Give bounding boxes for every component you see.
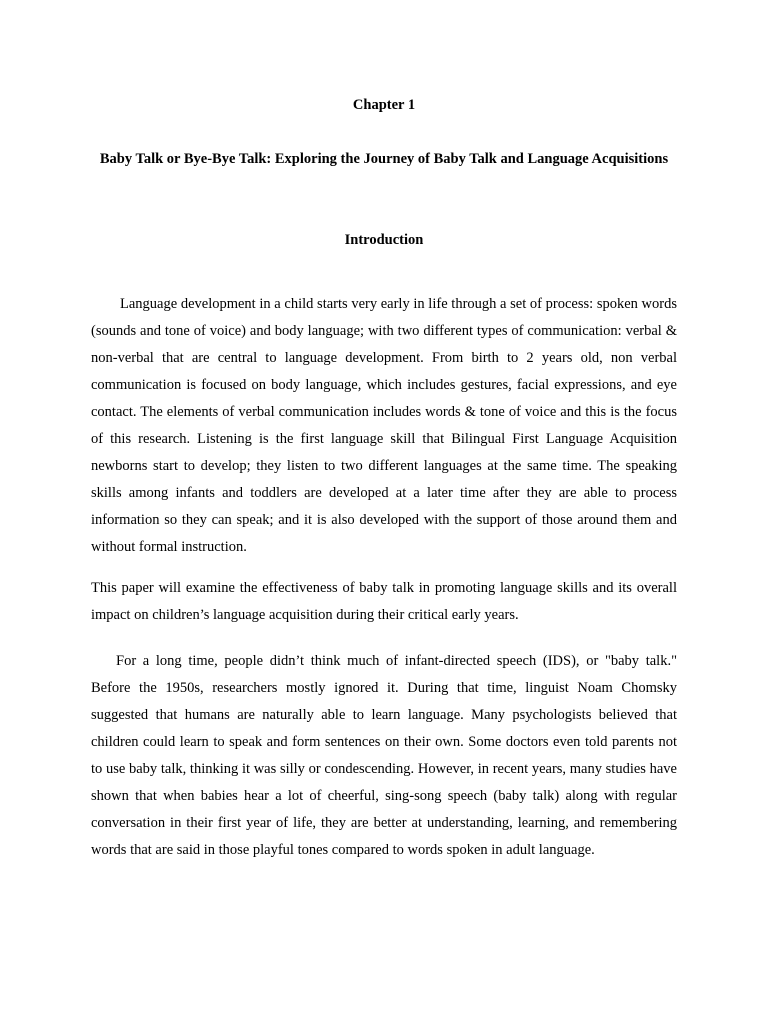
chapter-title: Baby Talk or Bye-Bye Talk: Exploring the Journey of Baby Talk and Language Acquisitions (99, 151, 669, 167)
chapter-label: Chapter 1 (352, 97, 416, 113)
paragraph-1: Language development in a child starts very early in life through a set of process: spoken words (sounds and tone of voice) and body language; with two different types of communication: verbal & non-verbal that are central to language development. From birth to 2 years old, non verbal communication is focused on body language, which includes gestures, facial expressions, and eye contact. The elements of verbal communication includes words & tone of voice and this is the focus of this research. Listening is the first language skill that Bilingual First Language Acquisition newborns start to develop; they listen to two different languages at the same time. The speaking skills among infants and toddlers are developed at a later time after they are able to process information so they can speak; and it is also developed with the support of those around them and without formal instruction. (91, 296, 677, 555)
paragraph-2: This paper will examine the effectiveness of baby talk in promoting language skills and its overall impact on children’s language acquisition during their critical early years. (91, 580, 677, 623)
section-heading: Introduction (344, 232, 424, 248)
paragraph-3: For a long time, people didn’t think much of infant-directed speech (IDS), or "baby talk." Before the 1950s, researchers mostly ignored it. During that time, linguist Noam Chomsky suggested that humans are naturally able to learn language. Many psychologists believed that children could learn to speak and form sentences on their own. Some doctors even told parents not to use baby talk, thinking it was silly or condescending. However, in recent years, many studies have shown that when babies hear a lot of cheerful, sing-song speech (baby talk) along with regular conversation in their first year of life, they are better at understanding, learning, and remembering words that are said in those playful tones compared to words spoken in adult language. (91, 653, 677, 858)
